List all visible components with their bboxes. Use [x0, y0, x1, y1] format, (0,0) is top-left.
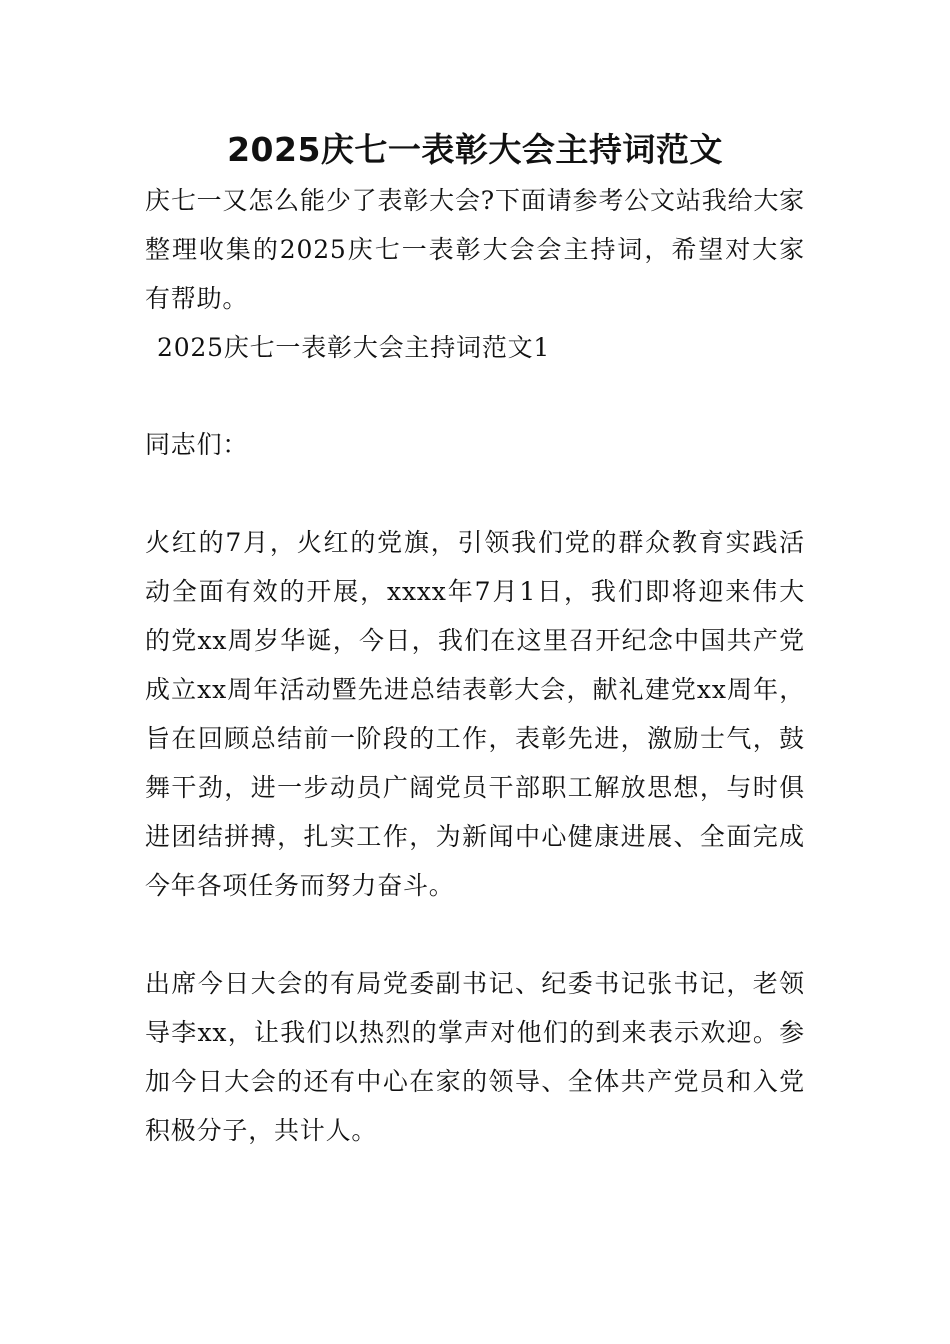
section-title: 2025庆七一表彰大会主持词范文1: [157, 333, 551, 362]
body-paragraph-2: 出席今日大会的有局党委副书记、纪委书记张书记，老领导李xx，让我们以热烈的掌声对他们的到来表示欢迎。参加今日大会的还有中心在家的领导、全体共产党员和入党积极分子，共计人。: [145, 969, 805, 1145]
salutation: 同志们：: [145, 430, 249, 459]
document-title: 2025庆七一表彰大会主持词范文: [227, 130, 723, 169]
body-paragraph-1: 火红的7月，火红的党旗，引领我们党的群众教育实践活动全面有效的开展，xxxx年7月1日，我们即将迎来伟大的党xx周岁华诞，今日，我们在这里召开纪念中国共产党成立xx周年活动暨先进总结表彰大会，献礼建党xx周年，旨在回顾总结前一阶段的工作，表彰先进，激励士气，鼓舞干劲，进一步动员广阔党员干部职工解放思想，与时俱进团结拼搏，扎实工作，为新闻中心健康进展、全面完成今年各项任务而努力奋斗。: [145, 528, 805, 900]
intro-paragraph: 庆七一又怎么能少了表彰大会?下面请参考公文站我给大家整理收集的2025庆七一表彰大会会主持词，希望对大家有帮助。: [145, 186, 805, 313]
document-body: [145, 176, 805, 1155]
